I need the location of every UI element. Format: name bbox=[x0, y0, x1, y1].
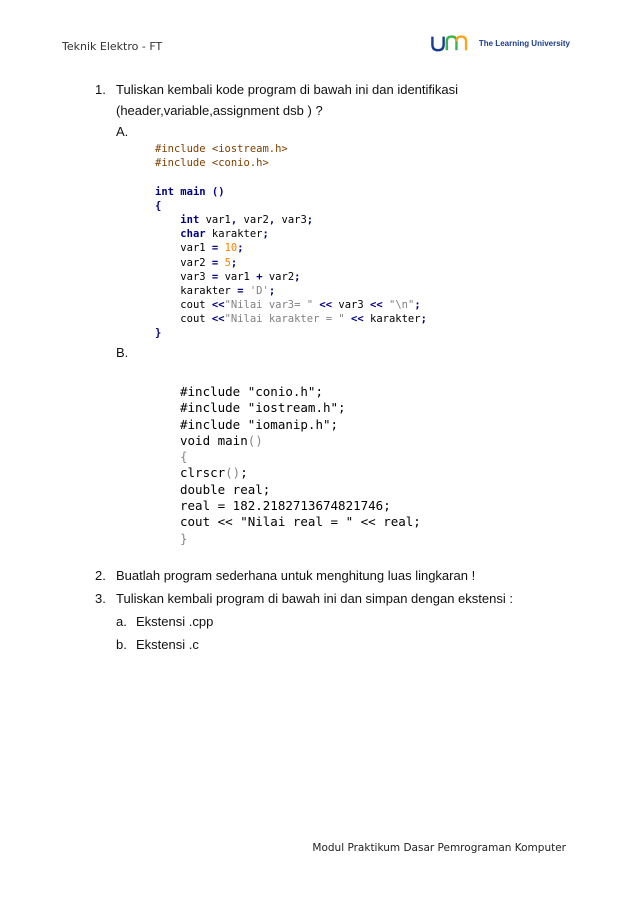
header-left-text: Teknik Elektro - FT bbox=[62, 40, 163, 53]
sub-item-b-text: Ekstensi .c bbox=[136, 637, 199, 652]
um-logo-icon bbox=[430, 31, 475, 55]
footer-text: Modul Praktikum Dasar Pemrograman Komputer bbox=[312, 842, 566, 854]
question-1-line-1: Tuliskan kembali kode program di bawah ini dan identifikasi bbox=[116, 82, 459, 97]
label-a: A. bbox=[116, 124, 129, 139]
sub-item-b-label: b. bbox=[116, 637, 127, 652]
question-2-text: Buatlah program sederhana untuk menghitung luas lingkaran ! bbox=[116, 568, 476, 583]
code-block-a: #include <iostream.h> #include <conio.h> int main () { int var1, var2, var3; char karakter; var1 = 10; var2 = 5; var3 = var1 + var2; karakter = 'D'; cout <<"Nilai var3= " << var3 << "\n"; cout <<"Nilai karakter = " << karakter; } bbox=[155, 143, 427, 340]
question-2-number: 2. bbox=[95, 568, 106, 583]
code-block-b: #include "conio.h"; #include "iostream.h"; #include "iomanip.h"; void main() { clrscr(); double real; real = 182.2182713674821746; cout << "Nilai real = " << real; } bbox=[180, 384, 421, 546]
question-3-text: Tuliskan kembali program di bawah ini dan simpan dengan ekstensi : bbox=[116, 591, 513, 606]
sub-item-a-text: Ekstensi .cpp bbox=[136, 614, 214, 629]
question-1-number: 1. bbox=[95, 82, 106, 97]
label-b: B. bbox=[116, 345, 129, 360]
university-logo bbox=[430, 30, 570, 56]
question-3-number: 3. bbox=[95, 591, 106, 606]
sub-item-a-label: a. bbox=[116, 614, 127, 629]
question-1-line-2: (header,variable,assignment dsb ) ? bbox=[116, 103, 323, 118]
logo-text: The Learning University bbox=[478, 38, 570, 48]
